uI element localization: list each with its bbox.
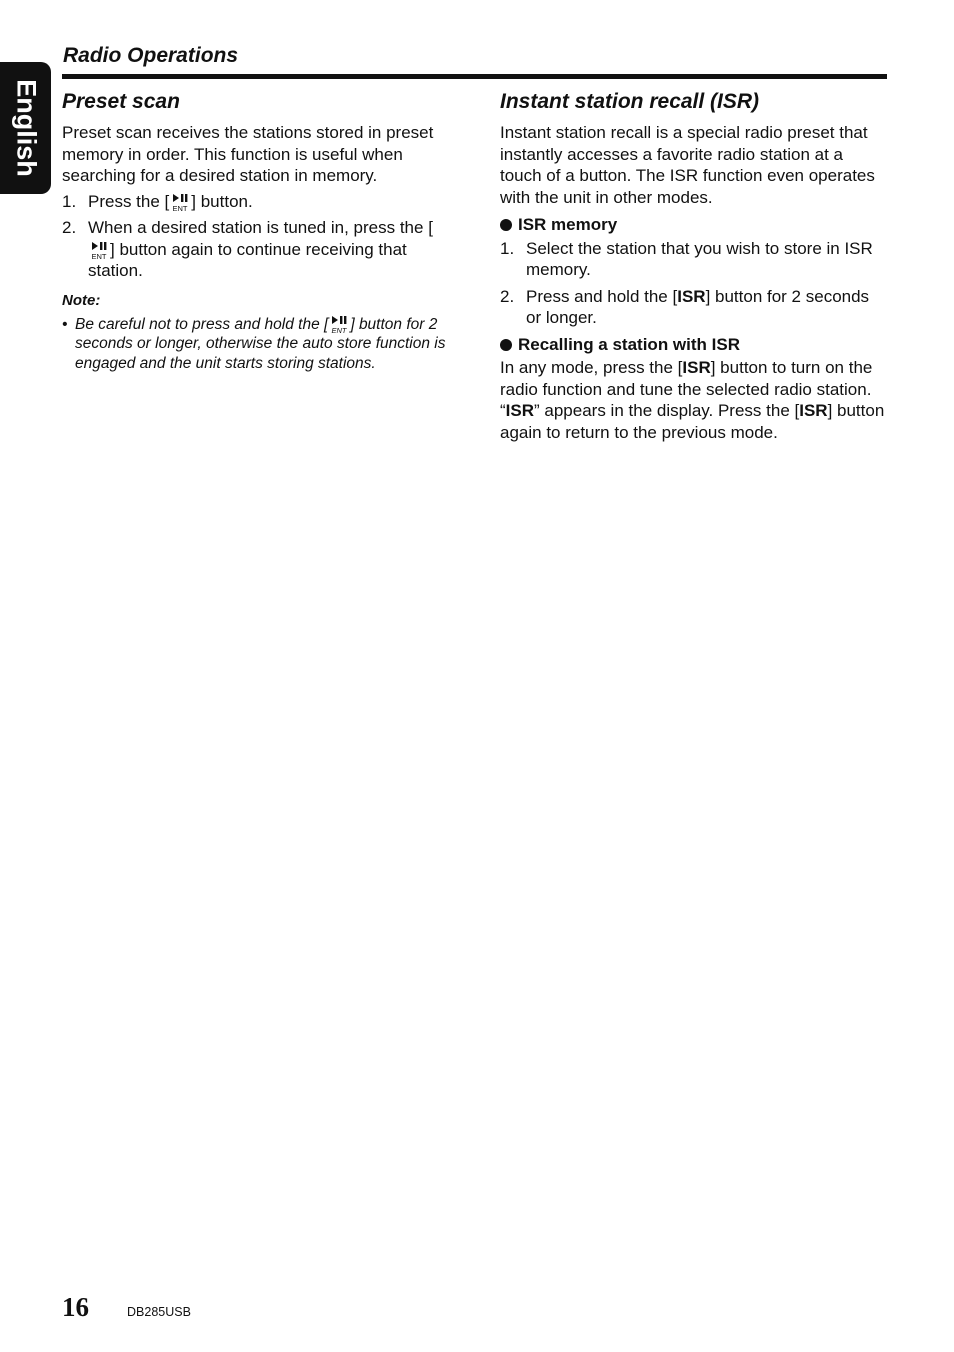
note-label: Note: <box>62 291 101 309</box>
section-rule <box>62 74 887 79</box>
recall-text: In any mode, press the [ISR] button to turn on the radio function and tune the selected radio station. “ISR” appears in the display. Press the [ISR] button again to return to the previous mode. <box>500 358 885 442</box>
list-item: 1. Select the station that you wish to store in ISR memory. <box>500 238 873 279</box>
preset-scan-intro: Preset scan receives the stations stored in preset memory in order. This function is useful when searching for a desired station in memory. <box>62 123 434 185</box>
recall-subheading: Recalling a station with ISR <box>500 334 888 356</box>
left-column <box>62 88 454 373</box>
play-pause-ent-icon <box>169 193 191 212</box>
right-column <box>500 88 888 443</box>
isr-intro: Instant station recall is a special radio preset that instantly accesses a favorite radio station at a touch of a button. The ISR function even operates with the unit in other modes. <box>500 123 875 207</box>
preset-scan-heading: Preset scan <box>62 90 180 113</box>
page-number: 16 <box>62 1292 89 1322</box>
list-item: 2. Press and hold the [ISR] button for 2 seconds or longer. <box>500 286 870 327</box>
bullet-icon <box>500 339 512 351</box>
preset-scan-steps <box>62 191 454 282</box>
play-pause-ent-icon <box>328 315 350 334</box>
bullet-icon <box>500 219 512 231</box>
language-tab <box>0 62 51 194</box>
list-item: 2. When a desired station is tuned in, press the [ ENT ] button again to continue receiving that station. <box>62 218 433 280</box>
play-pause-ent-icon <box>88 241 110 260</box>
isr-heading: Instant station recall (ISR) <box>500 90 760 113</box>
isr-memory-subheading: ISR memory <box>500 214 888 236</box>
svg-text:ENT: ENT <box>172 203 188 212</box>
section-title: Radio Operations <box>63 44 239 67</box>
language-tab-label: English <box>11 79 41 177</box>
isr-memory-steps <box>500 238 888 329</box>
svg-text:ENT: ENT <box>331 325 347 334</box>
model-label: DB285USB <box>127 1305 191 1319</box>
svg-text:ENT: ENT <box>91 251 107 260</box>
list-item: 1. Press the [ ENT ] button. <box>62 191 253 212</box>
note-text: • Be careful not to press and hold the [ ENT ] button for 2 seconds or longer, otherwise the auto store function is engaged and the unit starts storing stations. <box>62 315 446 372</box>
